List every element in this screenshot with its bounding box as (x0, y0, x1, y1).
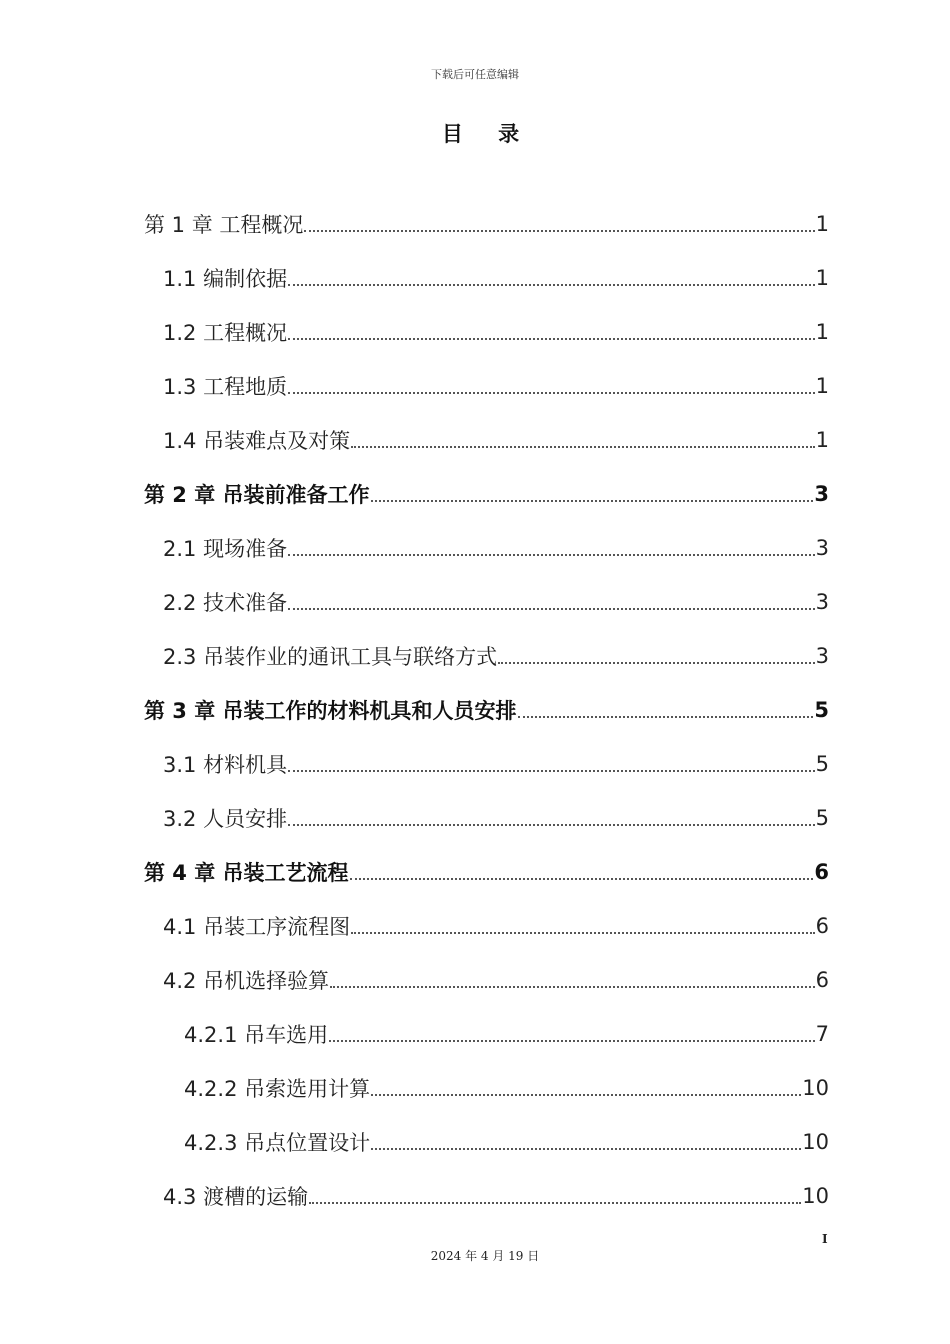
toc-entry-label: 2.3 吊装作业的通讯工具与联络方式 (163, 645, 498, 669)
toc-dot-leader (330, 986, 815, 988)
toc-entry[interactable] (144, 206, 829, 242)
toc-entry[interactable] (144, 692, 829, 728)
toc-entry-label: 3.1 材料机具 (163, 753, 288, 777)
toc-entry-page: 5 (815, 806, 829, 830)
toc-entry[interactable] (163, 800, 829, 836)
toc-entry-page: 3 (814, 482, 829, 506)
toc-entry-page: 6 (815, 914, 829, 938)
toc-entry-label: 1.3 工程地质 (163, 375, 288, 399)
header-note: 下载后可任意编辑 (431, 68, 519, 81)
toc-entry[interactable] (184, 1124, 829, 1160)
toc-dot-leader (288, 284, 815, 286)
toc-dot-leader (351, 932, 815, 934)
toc-entry[interactable] (163, 422, 829, 458)
toc-entry-label: 4.2.2 吊索选用计算 (184, 1077, 371, 1101)
toc-dot-leader (288, 392, 815, 394)
toc-dot-leader (288, 608, 815, 610)
toc-dot-leader (371, 500, 814, 502)
toc-entry-label: 第 4 章 吊装工艺流程 (144, 861, 349, 885)
toc-entry[interactable] (163, 908, 829, 944)
toc-entry-page: 6 (814, 860, 829, 884)
footer-date: 2024 年 4 月 19 日 (430, 1249, 540, 1263)
toc-entry-page: 1 (815, 266, 829, 290)
toc-dot-leader (498, 662, 815, 664)
toc-dot-leader (304, 230, 814, 232)
toc-entry-page: 5 (814, 698, 829, 722)
toc-entry[interactable] (163, 584, 829, 620)
toc-dot-leader (329, 1040, 815, 1042)
toc-entry-page: 10 (802, 1076, 829, 1100)
toc-entry-page: 1 (815, 428, 829, 452)
toc-entry-page: 7 (815, 1022, 829, 1046)
toc-entry-label: 第 3 章 吊装工作的材料机具和人员安排 (144, 699, 517, 723)
toc-entry-label: 4.1 吊装工序流程图 (163, 915, 351, 939)
toc-dot-leader (288, 554, 815, 556)
toc-entry[interactable] (163, 962, 829, 998)
toc-entry-page: 6 (815, 968, 829, 992)
toc-entry-label: 1.4 吊装难点及对策 (163, 429, 351, 453)
toc-entry-page: 3 (815, 536, 829, 560)
toc-dot-leader (350, 878, 814, 880)
page-title: 目 录 (441, 122, 534, 146)
toc-entry-label: 2.1 现场准备 (163, 537, 288, 561)
toc-entry-label: 1.2 工程概况 (163, 321, 288, 345)
toc-entry[interactable] (184, 1070, 829, 1106)
toc-entry-label: 第 1 章 工程概况 (144, 213, 304, 237)
toc-entry-page: 1 (815, 320, 829, 344)
toc-entry[interactable] (144, 854, 829, 890)
toc-entry[interactable] (163, 314, 829, 350)
toc-entry-page: 1 (815, 212, 829, 236)
toc-entry[interactable] (163, 260, 829, 296)
toc-entry-label: 4.3 渡槽的运输 (163, 1185, 309, 1209)
page-number: I (822, 1232, 828, 1246)
toc-dot-leader (371, 1148, 801, 1150)
toc-dot-leader (518, 716, 814, 718)
toc-dot-leader (288, 824, 815, 826)
toc-dot-leader (288, 770, 815, 772)
toc-entry-page: 10 (802, 1130, 829, 1154)
toc-entry[interactable] (184, 1016, 829, 1052)
toc-entry-label: 1.1 编制依据 (163, 267, 288, 291)
toc-entry-page: 5 (815, 752, 829, 776)
toc-entry-label: 4.2.1 吊车选用 (184, 1023, 329, 1047)
toc-entry[interactable] (163, 638, 829, 674)
toc-entry[interactable] (144, 476, 829, 512)
toc-entry[interactable] (163, 746, 829, 782)
toc-entry-label: 第 2 章 吊装前准备工作 (144, 483, 370, 507)
toc-entry-label: 2.2 技术准备 (163, 591, 288, 615)
toc-dot-leader (351, 446, 815, 448)
toc-entry[interactable] (163, 530, 829, 566)
toc-dot-leader (371, 1094, 801, 1096)
toc-entry-page: 3 (815, 644, 829, 668)
toc-entry-label: 3.2 人员安排 (163, 807, 288, 831)
toc-dot-leader (309, 1202, 801, 1204)
toc-entry-label: 4.2.3 吊点位置设计 (184, 1131, 371, 1155)
toc-entry-label: 4.2 吊机选择验算 (163, 969, 330, 993)
toc-entry-page: 1 (815, 374, 829, 398)
toc-entry[interactable] (163, 1178, 829, 1214)
toc-entry[interactable] (163, 368, 829, 404)
toc-entry-page: 3 (815, 590, 829, 614)
toc-entry-page: 10 (802, 1184, 829, 1208)
toc-dot-leader (288, 338, 815, 340)
